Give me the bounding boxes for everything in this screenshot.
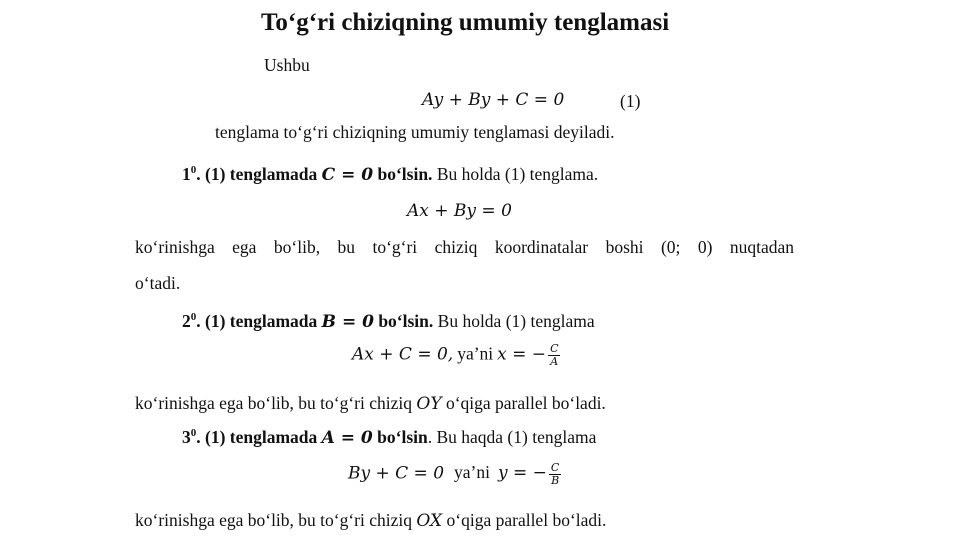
case1-result-line2: o‘tadi.	[135, 273, 181, 293]
case3-result-post: o‘qiga parallel bo‘ladi.	[446, 510, 607, 530]
case2-result	[135, 393, 606, 414]
case2-frac-num: C	[550, 342, 559, 355]
case2-yani: ya’ni	[457, 343, 494, 364]
main-equation: Ay + By + C = 0	[422, 90, 565, 110]
case3-lead: . (1) tenglamada	[196, 427, 318, 447]
case1-condition: C = 0	[321, 165, 374, 185]
case3-fraction	[549, 462, 561, 487]
case2-equation-line	[352, 343, 560, 368]
case2-frac-den: A	[550, 355, 559, 369]
case2-fraction	[548, 343, 560, 368]
case2-tail: bo‘lsin.	[378, 311, 434, 331]
case3-result-pre: ko‘rinishga ega bo‘lib, bu to‘g‘ri chiziq	[135, 510, 413, 530]
case1-marker-sup: 0	[190, 164, 197, 177]
case2-marker: 2	[182, 311, 191, 331]
case3-yani: ya’ni	[454, 462, 490, 483]
case3-marker-sup: 0	[190, 427, 197, 440]
case2-axis: OY	[416, 394, 442, 414]
case2-result-post: o‘qiga parallel bo‘ladi.	[445, 393, 606, 413]
main-equation-number: (1)	[620, 91, 641, 111]
case2-heading	[182, 311, 595, 332]
intro-text: Ushbu	[264, 55, 310, 75]
case3-frac-den: B	[551, 474, 560, 488]
case2-rest: Bu holda (1) tenglama	[437, 311, 595, 331]
case1-tail: bo‘lsin.	[377, 164, 433, 184]
case2-lead: . (1) tenglamada	[196, 311, 318, 331]
case3-condition: A = 0	[321, 428, 373, 448]
case2-condition: B = 0	[321, 312, 374, 332]
case2-solve: x = −	[497, 344, 547, 365]
case3-tail: bo‘lsin	[377, 427, 428, 447]
case3-heading	[182, 427, 596, 448]
case1-marker: 1	[182, 164, 191, 184]
page-title: To‘g‘ri chiziqning umumiy tenglamasi	[261, 9, 670, 36]
case3-result	[135, 510, 606, 531]
case3-marker: 3	[182, 427, 191, 447]
case3-frac-num: C	[550, 461, 560, 474]
case2-equation: Ax + C = 0,	[352, 344, 454, 365]
case1-lead: . (1) tenglamada	[196, 164, 318, 184]
case3-solve: y = −	[498, 463, 547, 484]
case1-rest: Bu holda (1) tenglama.	[436, 164, 599, 184]
case3-equation: By + C = 0	[348, 463, 445, 484]
case2-result-pre: ko‘rinishga ega bo‘lib, bu to‘g‘ri chiziq	[135, 393, 413, 413]
case3-rest: . Bu haqda (1) tenglama	[427, 427, 597, 447]
definition-text: tenglama to‘g‘ri chiziqning umumiy tenglamasi deyiladi.	[215, 122, 615, 142]
case1-equation: Ax + By = 0	[407, 201, 512, 221]
case1-heading	[182, 164, 598, 185]
case2-marker-sup: 0	[190, 311, 197, 324]
case3-axis: OX	[416, 511, 443, 531]
case1-result-line1: ko‘rinishga ega bo‘lib, bu to‘g‘ri chiziq koordinatalar boshi (0; 0) nuqtadan	[135, 237, 794, 257]
case3-equation-line	[348, 462, 561, 487]
